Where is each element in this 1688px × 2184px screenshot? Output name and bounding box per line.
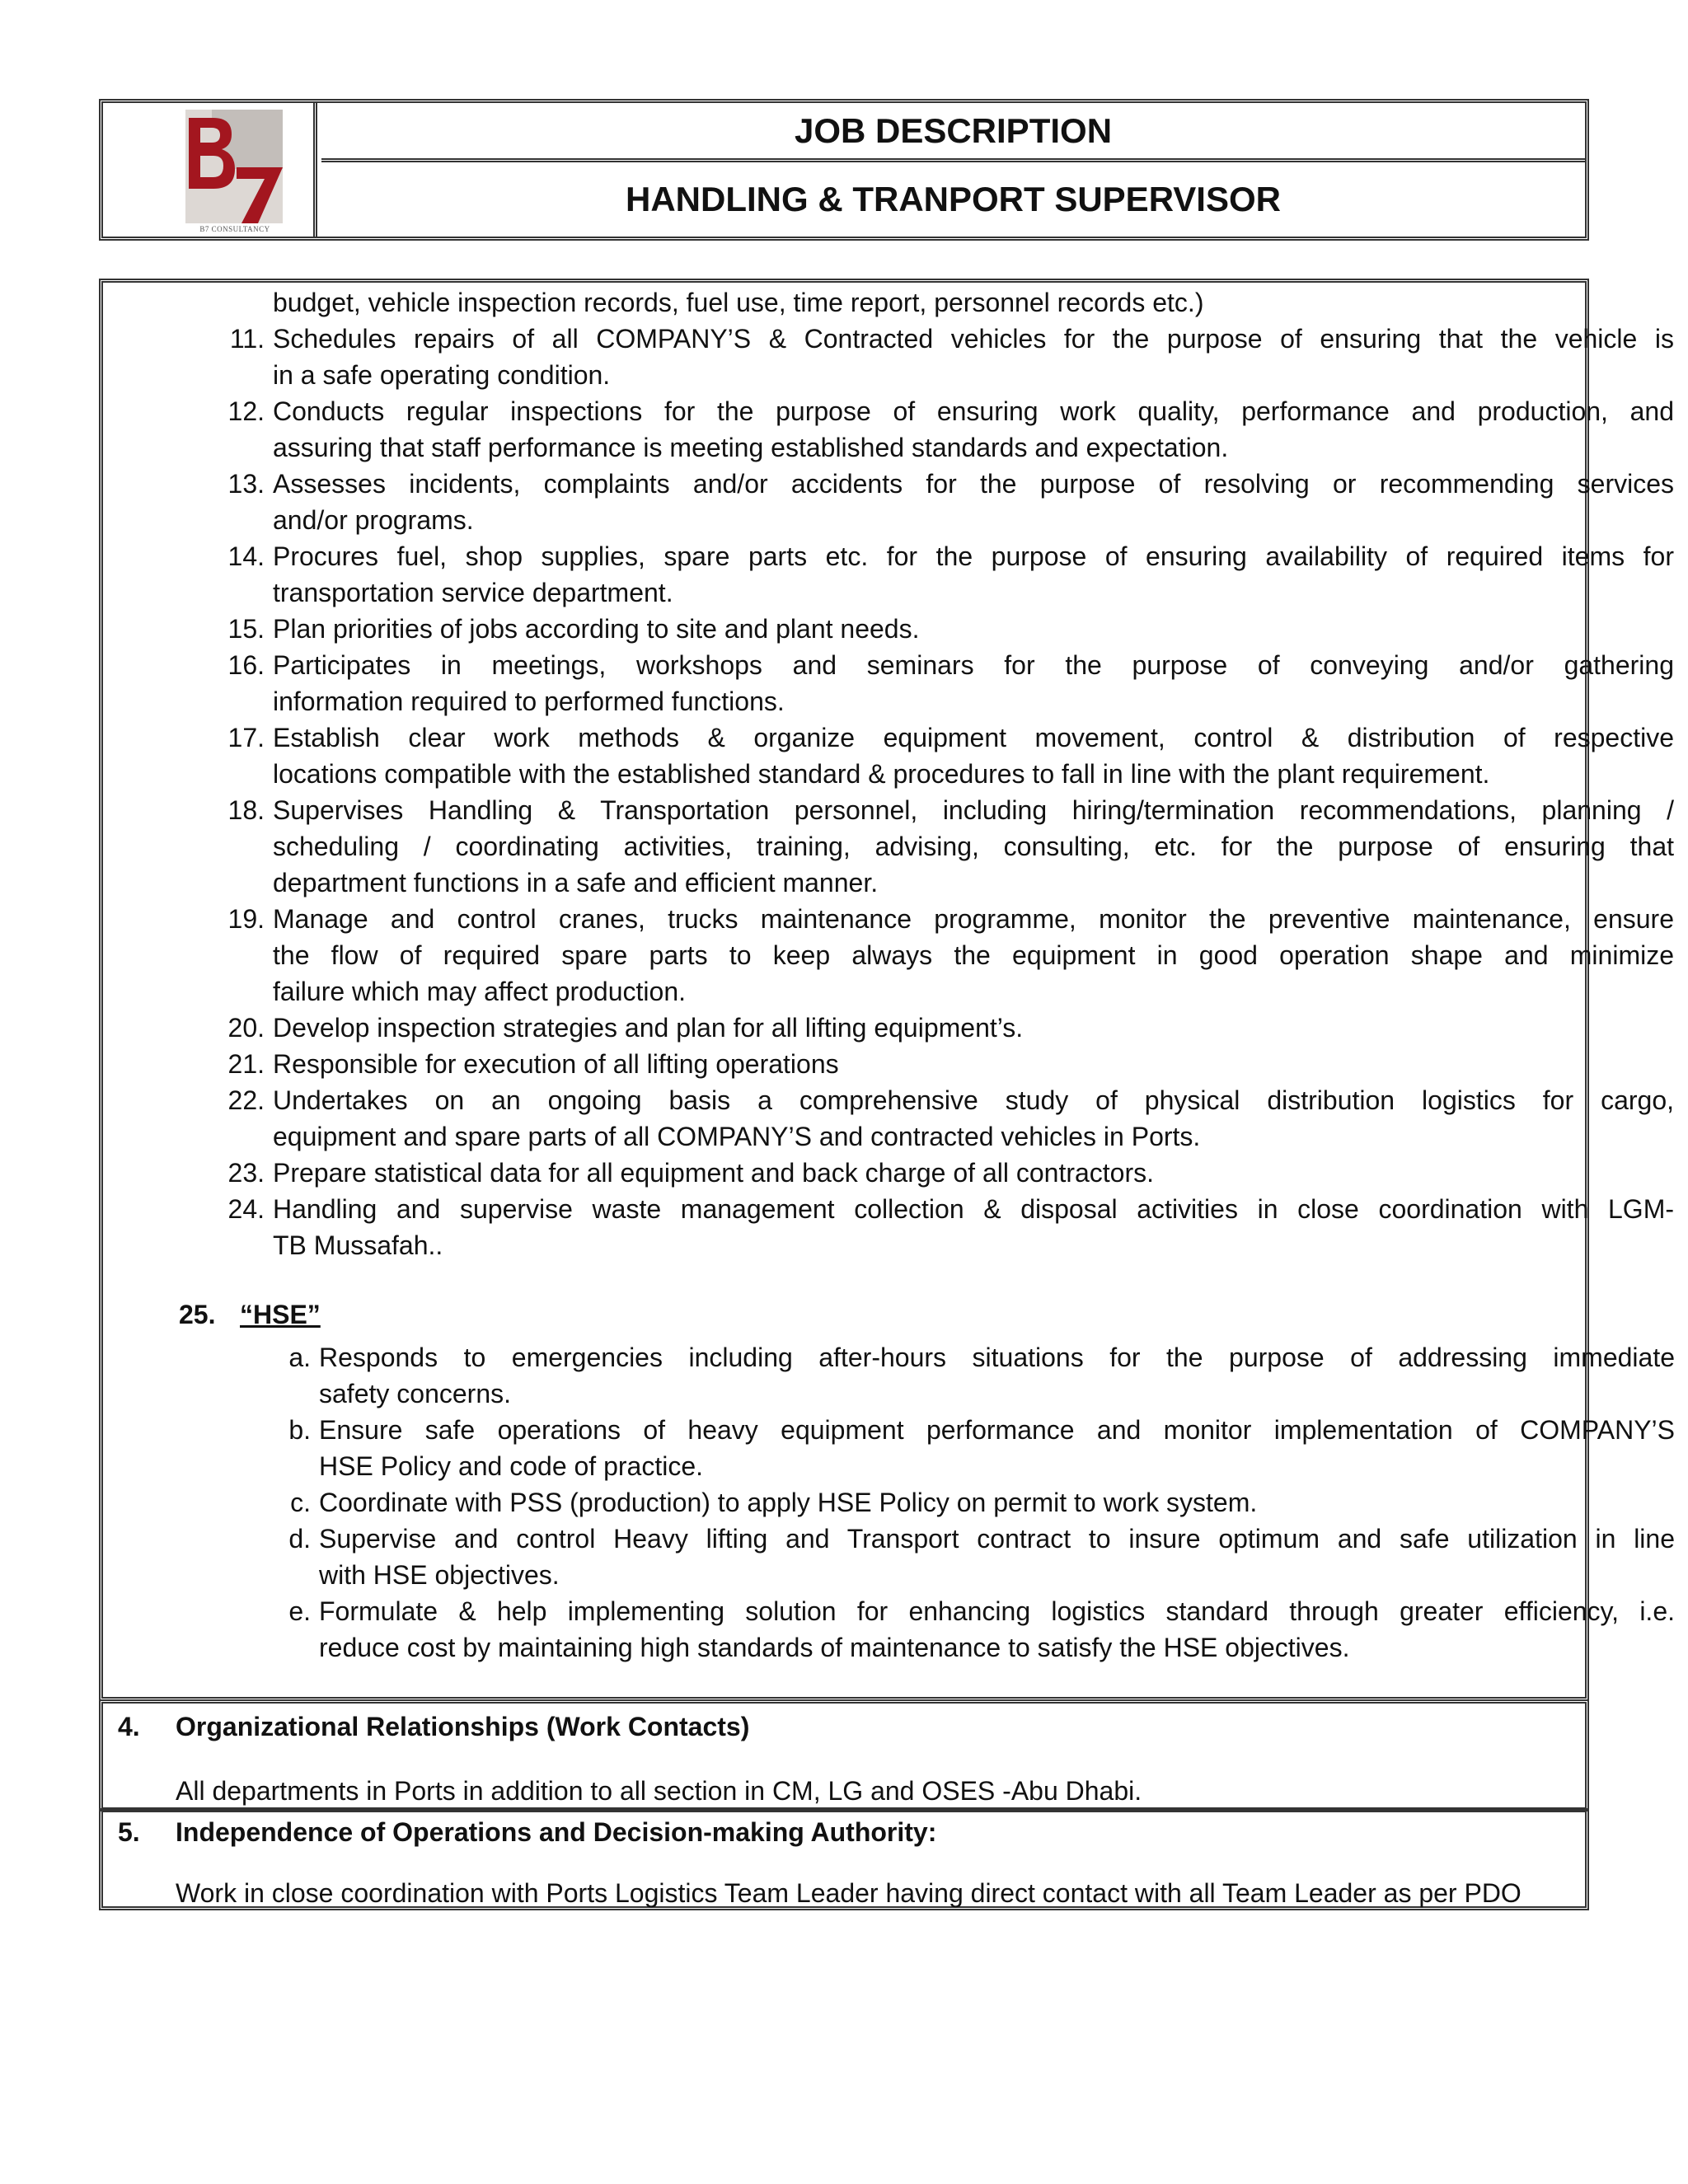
list-item: Conducts regular inspections for the purpose of ensuring work quality, performance and production, and [273,396,1674,426]
section-heading: Independence of Operations and Decision-making Authority: [176,1817,937,1847]
list-item: safety concerns. [319,1379,511,1408]
list-item: with HSE objectives. [319,1560,560,1590]
list-number: 11. [229,324,265,354]
list-item: information required to performed functions. [273,687,785,716]
list-number: 16. [227,650,265,680]
b7-logo-mark [179,108,291,233]
list-item: failure which may affect production. [273,977,686,1006]
list-number: 12. [227,396,265,426]
list-item: assuring that staff performance is meeting established standards and expectation. [273,433,1229,462]
list-item: Prepare statistical data for all equipment and back charge of all contractors. [273,1158,1155,1188]
list-number: 20. [227,1013,265,1043]
section-work-contacts [99,1699,1589,1811]
hse-heading: “HSE” [240,1300,321,1329]
hse-number: 25. [179,1300,216,1329]
logo-caption: B7 CONSULTANCY [199,225,270,233]
list-number: 23. [227,1158,265,1188]
logo-cell [103,103,317,237]
list-item: Participates in meetings, workshops and seminars for the purpose of conveying and/or gathering [273,650,1674,680]
list-letter: c. [290,1488,311,1517]
list-item: and/or programs. [273,505,474,535]
list-item: Establish clear work methods & organize equipment movement, control & distribution of respective [273,723,1674,752]
list-number: 14. [227,541,265,571]
list-item: equipment and spare parts of all COMPANY’S and contracted vehicles in Ports. [273,1122,1201,1151]
list-item: Undertakes on an ongoing basis a comprehensive study of physical distribution logistics for cargo, [273,1085,1674,1115]
list-number: 24. [227,1194,265,1224]
list-number: 15. [227,614,265,644]
section-number: 4. [118,1712,140,1741]
section-body: Work in close coordination with Ports Logistics Team Leader having direct contact with all Team Leader as per PDO [176,1878,1522,1908]
list-item: in a safe operating condition. [273,360,611,390]
list-number: 19. [227,904,265,934]
list-item: Assesses incidents, complaints and/or accidents for the purpose of resolving or recommending services [273,469,1674,499]
list-item: Handling and supervise waste management collection & disposal activities in close coordination with LGM- [273,1194,1674,1224]
list-letter: d. [288,1524,311,1554]
document-header [99,99,1589,241]
list-item: Formulate & help implementing solution for enhancing logistics standard through greater efficiency, i.e. [319,1596,1675,1626]
list-number: 18. [227,795,265,825]
list-item: HSE Policy and code of practice. [319,1451,704,1481]
list-item: Coordinate with PSS (production) to apply HSE Policy on permit to work system. [319,1488,1258,1517]
list-number: 21. [227,1049,265,1079]
list-item: Supervise and control Heavy lifting and Transport contract to insure optimum and safe utilization in line [319,1524,1675,1554]
list-item: Responds to emergencies including after-hours situations for the purpose of addressing immediate [319,1343,1675,1372]
list-number: 13. [227,469,265,499]
list-item: Schedules repairs of all COMPANY’S & Contracted vehicles for the purpose of ensuring that the vehicle is [273,324,1674,354]
list-item: transportation service department. [273,578,673,607]
list-item: Develop inspection strategies and plan for all lifting equipment’s. [273,1013,1024,1043]
list-item: scheduling / coordinating activities, training, advising, consulting, etc. for the purpose of ensuring that [273,832,1674,861]
list-number: 17. [227,723,265,752]
list-letter: e. [288,1596,311,1626]
section-number: 5. [118,1817,140,1847]
section-heading: Organizational Relationships (Work Contacts) [176,1712,750,1741]
list-item: TB Mussafah.. [273,1230,443,1260]
page-title: JOB DESCRIPTION [321,103,1585,162]
list-item: Procures fuel, shop supplies, spare parts etc. for the purpose of ensuring availability of required items for [273,541,1674,571]
list-item: the flow of required spare parts to keep always the equipment in good operation shape and minimize [273,940,1674,970]
list-item: department functions in a safe and efficient manner. [273,868,879,898]
list-item: reduce cost by maintaining high standards of maintenance to satisfy the HSE objectives. [319,1633,1350,1662]
list-item: Responsible for execution of all lifting operations [273,1049,839,1079]
list-number: 22. [227,1085,265,1115]
duties-section [99,279,1675,1701]
company-logo [179,108,291,233]
section-body: All departments in Ports in addition to all section in CM, LG and OSES -Abu Dhabi. [176,1776,1142,1806]
list-item: locations compatible with the established standard & procedures to fall in line with the plant requirement. [273,759,1490,789]
list-item: Plan priorities of jobs according to site and plant needs. [273,614,920,644]
list-letter: a. [288,1343,311,1372]
duty-continuation: budget, vehicle inspection records, fuel use, time report, personnel records etc.) [273,288,1204,317]
list-letter: b. [288,1415,311,1445]
list-item: Manage and control cranes, trucks maintenance programme, monitor the preventive maintenance, ensure [273,904,1674,934]
list-item: Supervises Handling & Transportation personnel, including hiring/termination recommendations, planning / [273,795,1674,825]
job-title: HANDLING & TRANPORT SUPERVISOR [626,180,1281,218]
list-item: Ensure safe operations of heavy equipment performance and monitor implementation of COMPANY’S [319,1415,1675,1445]
section-decision-authority [99,1808,1589,1910]
